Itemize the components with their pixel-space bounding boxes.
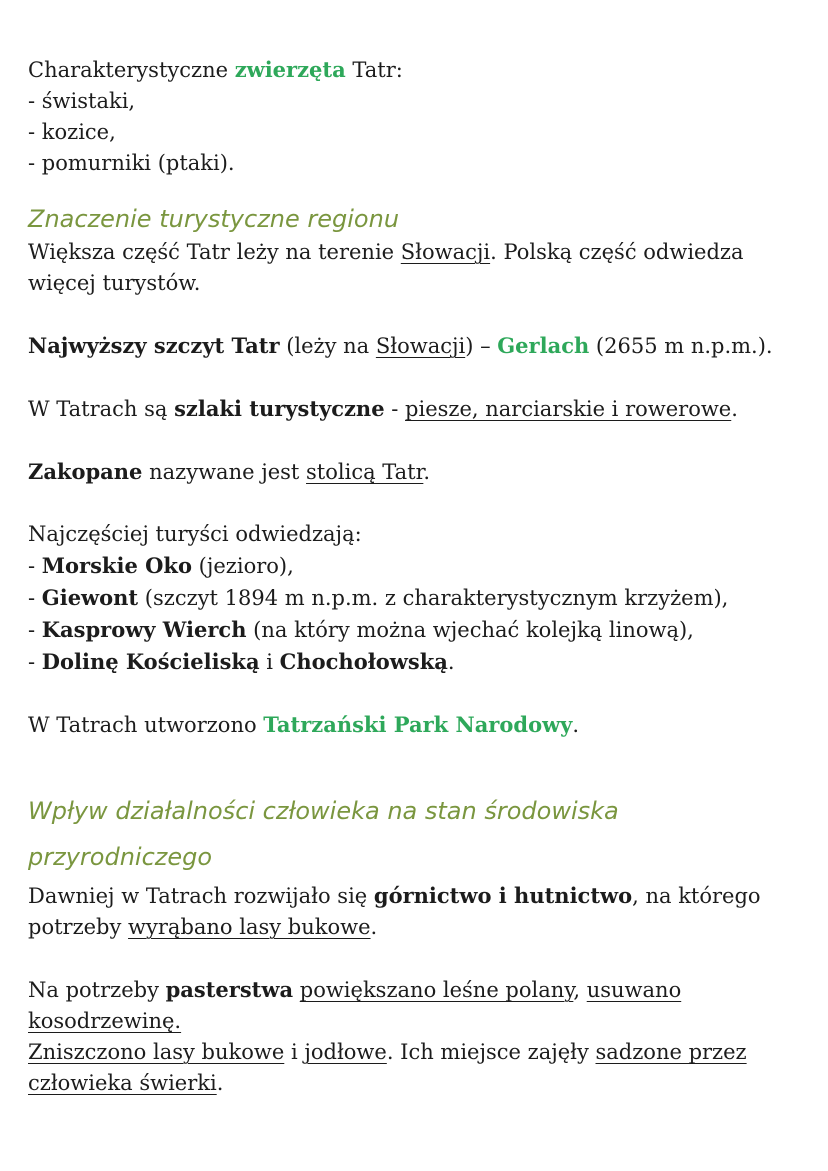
tourism-paragraph-1 xyxy=(28,237,800,268)
underlined-text: powiększano leśne polany xyxy=(299,978,574,1002)
highlight-park: Tatrzański Park Narodowy xyxy=(263,712,573,737)
text: W Tatrach utworzono xyxy=(28,713,264,737)
zakopane-line xyxy=(28,456,800,488)
animals-intro xyxy=(28,54,800,86)
animal-item: - pomurniki (ptaki). xyxy=(28,151,235,175)
bold-text: Dolinę Kościeliską xyxy=(41,649,260,674)
bold-text: Morskie Oko xyxy=(41,553,192,578)
underlined-text: Zniszczono lasy bukowe xyxy=(28,1040,285,1064)
text: . Ich miejsce zajęły xyxy=(386,1040,596,1064)
underlined-text: człowieka świerki xyxy=(28,1071,217,1095)
underlined-text: Słowacji xyxy=(400,240,491,264)
text: . xyxy=(370,915,378,939)
tourism-paragraph-1-line-2: więcej turystów. xyxy=(28,271,201,295)
text: i xyxy=(284,1040,305,1064)
highlight-gerlach: Gerlach xyxy=(497,333,590,358)
text: (leży na xyxy=(279,334,376,358)
impact-heading-line-2: przyrodniczego xyxy=(28,843,213,871)
animal-item: - świstaki, xyxy=(28,89,136,113)
underlined-text: Słowacji xyxy=(375,334,466,358)
text: nazywane jest xyxy=(142,460,307,484)
visits-intro: Najczęściej turyści odwiedzają: xyxy=(28,522,362,546)
impact-paragraph-3 xyxy=(28,1037,800,1068)
bold-text: szlaki turystyczne xyxy=(174,396,385,421)
bold-text: Zakopane xyxy=(28,459,143,484)
text: , na którego xyxy=(632,884,761,908)
visit-item xyxy=(28,646,800,678)
text: (2655 m n.p.m.). xyxy=(589,334,773,358)
text: W Tatrach są xyxy=(28,397,175,421)
park-line xyxy=(28,709,800,741)
bold-text: górnictwo i hutnictwo xyxy=(373,883,633,908)
text: Większa część Tatr leży na terenie xyxy=(28,240,401,264)
text: ) – xyxy=(465,334,498,358)
text: Dawniej w Tatrach rozwijało się xyxy=(28,884,374,908)
text: - xyxy=(384,397,406,421)
animals-intro-text: Charakterystyczne xyxy=(28,58,235,82)
impact-paragraph-3-line-2 xyxy=(28,1068,800,1099)
text: i xyxy=(259,650,280,674)
text: . Polską część odwiedza xyxy=(490,240,744,264)
underlined-text: jodłowe xyxy=(304,1040,387,1064)
bullet-dash: - xyxy=(28,618,42,642)
text: . xyxy=(572,713,580,737)
impact-paragraph-2-line-2 xyxy=(28,1006,800,1037)
trails-line xyxy=(28,393,800,425)
text: (jezioro), xyxy=(191,554,294,578)
text: (szczyt 1894 m n.p.m. z charakterystycznym krzyżem), xyxy=(138,586,729,610)
highest-peak-line xyxy=(28,330,800,362)
text: (na który można wjechać kolejką linową), xyxy=(246,618,694,642)
underlined-text: usuwano xyxy=(586,978,682,1002)
bullet-dash: - xyxy=(28,554,42,578)
bold-text: Giewont xyxy=(41,585,139,610)
impact-paragraph-1-line-2 xyxy=(28,912,800,943)
bold-text: Chochołowską xyxy=(279,649,448,674)
text: . xyxy=(731,397,738,421)
text: . xyxy=(423,460,431,484)
bold-text: Najwyższy szczyt Tatr xyxy=(28,333,280,358)
bold-text: Kasprowy Wierch xyxy=(41,617,247,642)
text: . xyxy=(216,1071,224,1095)
text xyxy=(293,978,300,1002)
impact-paragraph-2 xyxy=(28,974,800,1006)
visit-item xyxy=(28,550,800,582)
underlined-text: piesze, narciarskie i rowerowe xyxy=(405,397,732,421)
bullet-dash: - xyxy=(28,586,42,610)
visit-item xyxy=(28,582,800,614)
underlined-text: stolicą Tatr xyxy=(306,460,424,484)
text: . xyxy=(447,650,455,674)
bold-text: pasterstwa xyxy=(165,977,294,1002)
underlined-text: kosodrzewinę. xyxy=(28,1009,182,1033)
bullet-dash: - xyxy=(28,650,42,674)
impact-heading-line-1: Wpływ działalności człowieka na stan środowiska xyxy=(28,797,619,825)
tourism-heading: Znaczenie turystyczne regionu xyxy=(28,205,400,233)
animal-item: - kozice, xyxy=(28,120,116,144)
text: potrzeby xyxy=(28,915,129,939)
text: , xyxy=(573,978,587,1002)
animals-highlight: zwierzęta xyxy=(234,57,346,82)
animals-intro-end: Tatr: xyxy=(345,58,403,82)
underlined-text: wyrąbano lasy bukowe xyxy=(128,915,371,939)
visit-item xyxy=(28,614,800,646)
text: Na potrzeby xyxy=(28,978,166,1002)
underlined-text: sadzone przez xyxy=(595,1040,747,1064)
impact-paragraph-1 xyxy=(28,880,800,912)
